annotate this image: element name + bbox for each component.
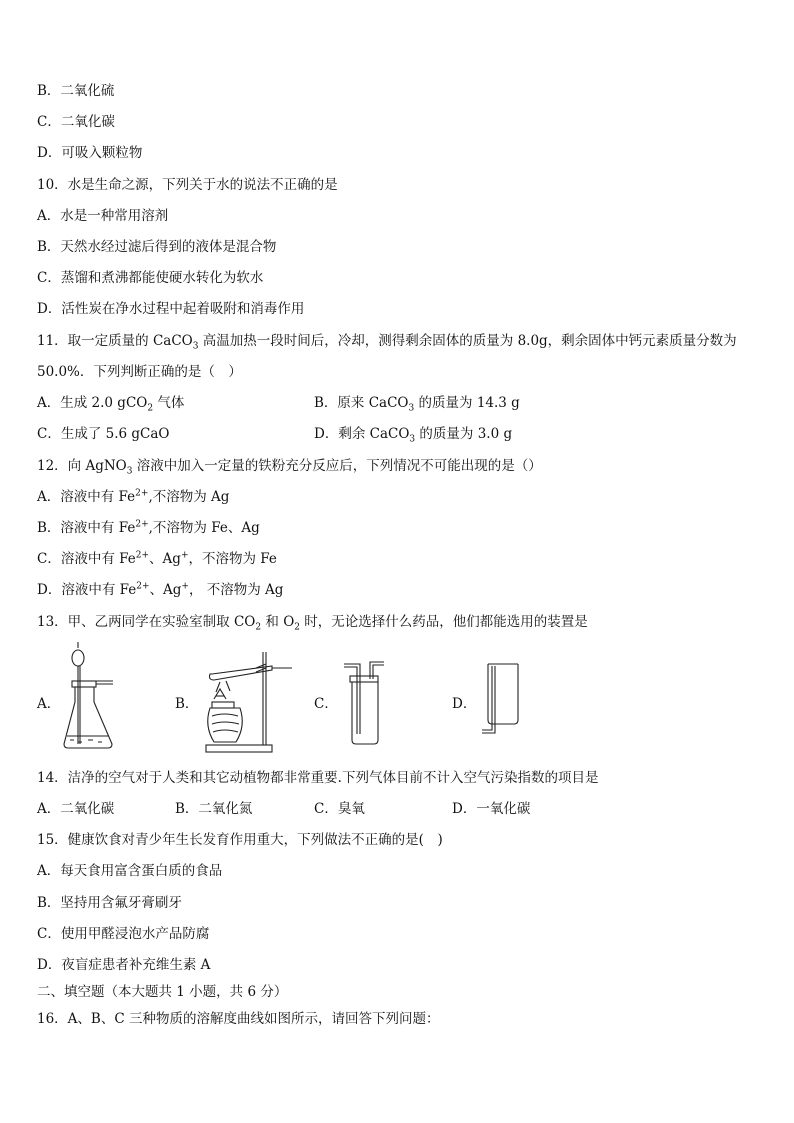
apparatus-d-inverted-bottle-figure bbox=[478, 644, 528, 754]
q11-stem-part2: 高温加热一段时间后，冷却，测得剩余固体的质量为 8.0g，剩余固体中钙元素质量分数为 bbox=[198, 333, 737, 349]
q12-d-sup2: + bbox=[181, 581, 189, 592]
q12-c-sup2: + bbox=[180, 550, 189, 561]
q11-stem-sub: 3 bbox=[192, 341, 199, 352]
q9-option-b: B．二氧化硫 bbox=[37, 83, 115, 99]
q12-a-part2: ,不溶物为 Ag bbox=[148, 489, 230, 505]
q10-option-a: A．水是一种常用溶剂 bbox=[37, 208, 169, 224]
q12-c-part2: 、Ag bbox=[149, 551, 181, 567]
q12-b-sup: 2+ bbox=[135, 519, 149, 530]
q11-option-c: C．生成了 5.6 gCaO bbox=[37, 426, 170, 442]
q11-b-part1: B．原来 CaCO bbox=[314, 395, 409, 411]
q13-sub1: 2 bbox=[255, 622, 262, 633]
q12-d-part1: D．溶液中有 Fe bbox=[37, 582, 137, 598]
q16-stem: 16．A、B、C 三种物质的溶解度曲线如图所示，请回答下列问题： bbox=[37, 1011, 440, 1027]
q13-sub2: 2 bbox=[294, 622, 300, 633]
q11-stem bbox=[37, 332, 737, 350]
q11-b-sub: 3 bbox=[408, 403, 415, 414]
q12-c-part3: ，不溶物为 Fe bbox=[188, 551, 277, 567]
q12-option-a bbox=[37, 488, 229, 506]
q13-stem-part2: 和 O bbox=[261, 614, 295, 630]
q11-row1 bbox=[37, 394, 520, 414]
section-2-heading: 二、填空题（本大题共 1 小题，共 6 分） bbox=[37, 984, 288, 1000]
q12-d-sup: 2+ bbox=[136, 581, 150, 592]
q12-option-d bbox=[37, 581, 283, 599]
q10-option-d: D．活性炭在净水过程中起着吸附和消毒作用 bbox=[37, 301, 305, 317]
q14-option-d: D．一氧化碳 bbox=[452, 801, 531, 817]
q12-b-part2: ,不溶物为 Fe、Ag bbox=[148, 520, 260, 536]
q12-b-part1: B．溶液中有 Fe bbox=[37, 520, 136, 536]
q13-stem-part1: 13．甲、乙两同学在实验室制取 CO bbox=[37, 614, 256, 630]
q14-stem: 14．洁净的空气对于人类和其它动植物都非常重要.下列气体目前不计入空气污染指数的项目是 bbox=[37, 770, 599, 786]
q15-option-d: D．夜盲症患者补充维生素 A bbox=[37, 957, 211, 973]
q12-option-b bbox=[37, 519, 260, 537]
q11-option-a bbox=[37, 395, 185, 414]
q13-option-a-label: A． bbox=[37, 696, 61, 712]
q15-stem: 15．健康饮食对青少年生长发育作用重大，下列做法不正确的是( ) bbox=[37, 832, 443, 848]
q9-option-c: C．二氧化碳 bbox=[37, 114, 115, 130]
q11-row2 bbox=[37, 425, 513, 445]
q11-stem-part1: 11．取一定质量的 CaCO bbox=[37, 333, 193, 349]
apparatus-c-collecting-bottle-figure bbox=[340, 644, 390, 754]
q13-stem bbox=[37, 613, 588, 631]
q11-d-sub: 3 bbox=[409, 434, 416, 445]
q12-c-part1: C．溶液中有 Fe bbox=[37, 551, 136, 567]
q11-option-b bbox=[314, 394, 520, 412]
q10-option-c: C．蒸馏和煮沸都能使硬水转化为软水 bbox=[37, 270, 264, 286]
q15-option-b: B．坚持用含氟牙膏刷牙 bbox=[37, 895, 182, 911]
q11-d-part2: 的质量为 3.0 g bbox=[415, 426, 513, 442]
q12-option-c bbox=[37, 550, 277, 568]
q14-option-b: B．二氧化氮 bbox=[175, 801, 253, 817]
q12-stem-part1: 12．向 AgNO bbox=[37, 458, 127, 474]
q13-stem-part3: 时，无论选择什么药品，他们都能选用的装置是 bbox=[300, 614, 588, 630]
q11-d-part1: D．剩余 CaCO bbox=[314, 426, 410, 442]
q12-d-part2: 、Ag bbox=[149, 582, 182, 598]
q11-b-part2: 的质量为 14.3 g bbox=[414, 395, 520, 411]
q11-a-part2: 气体 bbox=[153, 395, 185, 411]
q12-d-part3: ， 不溶物为 Ag bbox=[188, 582, 284, 598]
q12-a-sup: 2+ bbox=[135, 488, 149, 499]
q12-c-sup: 2+ bbox=[135, 550, 150, 561]
q15-option-c: C．使用甲醛浸泡水产品防腐 bbox=[37, 926, 210, 942]
q13-option-b-label: B． bbox=[175, 696, 199, 712]
q10-option-b: B．天然水经过滤后得到的液体是混合物 bbox=[37, 239, 277, 255]
q14-option-a: A．二氧化碳 bbox=[37, 801, 115, 817]
apparatus-a-flask-funnel-figure bbox=[58, 644, 118, 754]
q12-stem bbox=[37, 457, 542, 475]
q11-a-sub: 2 bbox=[147, 403, 154, 414]
q9-option-d: D．可吸入颗粒物 bbox=[37, 145, 143, 161]
q14-option-c: C．臭氧 bbox=[314, 801, 365, 817]
q15-option-a: A．每天食用富含蛋白质的食品 bbox=[37, 863, 223, 879]
q13-option-d-label: D． bbox=[452, 696, 477, 712]
q10-stem: 10．水是生命之源，下列关于水的说法不正确的是 bbox=[37, 177, 338, 193]
q12-stem-part2: 溶液中加入一定量的铁粉充分反应后，下列情况不可能出现的是（） bbox=[132, 458, 542, 474]
q11-option-d bbox=[314, 425, 512, 443]
q11-stem-line2: 50.0%．下列判断正确的是（ ） bbox=[37, 364, 242, 380]
q12-a-part1: A．溶液中有 Fe bbox=[37, 489, 136, 505]
q12-stem-sub: 3 bbox=[126, 466, 133, 477]
apparatus-b-heated-tube-figure bbox=[200, 644, 300, 754]
q11-a-part1: A．生成 2.0 gCO bbox=[37, 395, 148, 411]
q13-option-c-label: C． bbox=[314, 696, 338, 712]
